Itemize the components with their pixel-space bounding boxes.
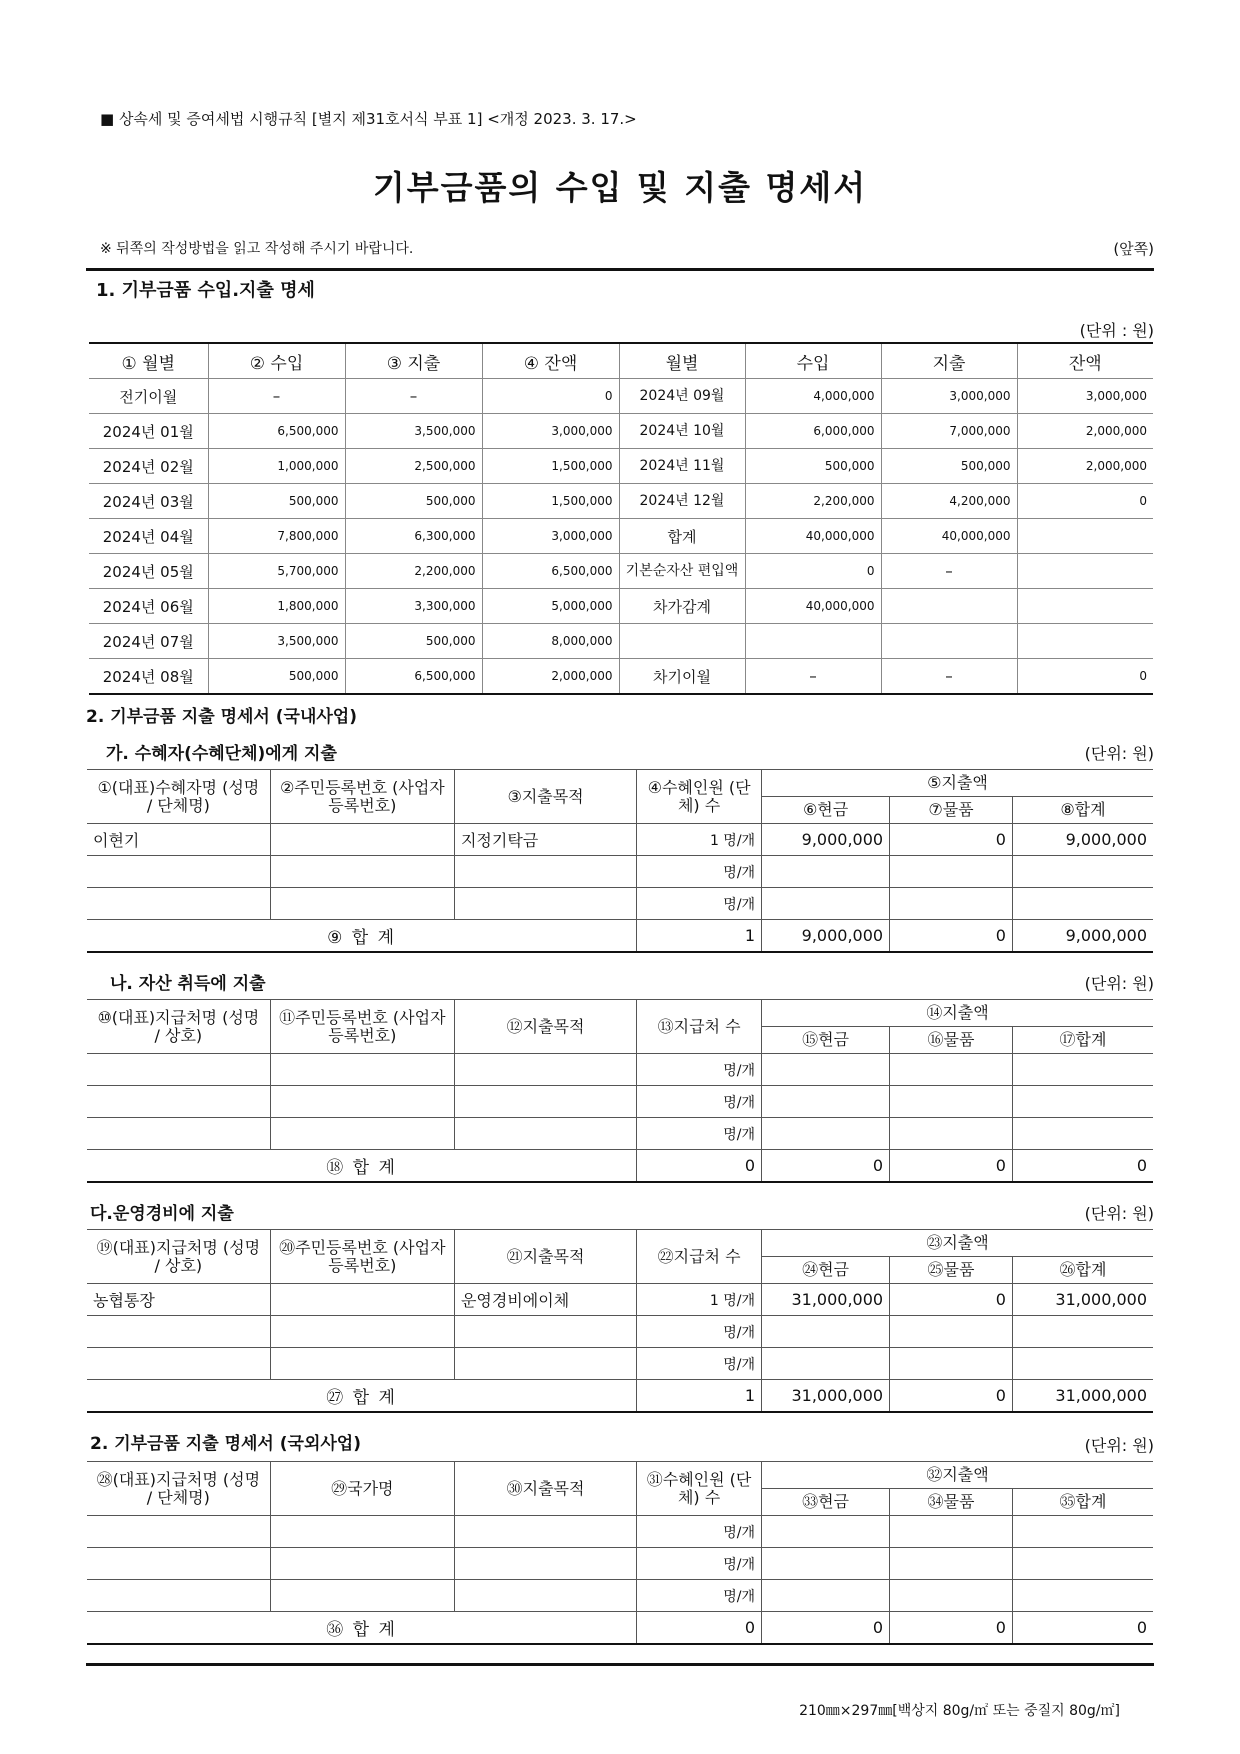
cell: 1 명/개 [637,1284,762,1316]
amount-cell [1017,589,1153,624]
column-header: 수입 [745,343,881,379]
section1-unit: (단위 : 원) [1079,321,1154,340]
column-header: ⑦물품 [890,797,1013,824]
table-header-row [87,1462,1153,1489]
cell [1012,1348,1153,1380]
cell [1012,1086,1153,1118]
column-header: ㉝현금 [762,1489,890,1516]
column-header: 월별 [619,343,745,379]
column-header: ㉞물품 [890,1489,1013,1516]
cell: 31,000,000 [1012,1284,1153,1316]
total-cell: 0 [890,920,1013,953]
amount-cell: 5,000,000 [482,589,619,624]
cell: 이현기 [87,824,270,856]
total-label: ⑱ 합 계 [87,1150,637,1183]
amount-cell: 3,000,000 [482,519,619,554]
cell: 명/개 [637,1118,762,1150]
cell [454,1316,636,1348]
amount-cell [745,624,881,659]
column-header: ㉕물품 [890,1257,1013,1284]
cell [1012,1054,1153,1086]
amount-cell: 3,000,000 [881,379,1017,414]
amount-cell: – [745,659,881,695]
column-header: ㉒지급처 수 [637,1230,762,1284]
cell: 명/개 [637,1548,762,1580]
column-header: ㉟합계 [1012,1489,1153,1516]
cell: 운영경비에이체 [454,1284,636,1316]
column-header: 지출 [881,343,1017,379]
amount-cell: 6,300,000 [345,519,482,554]
amount-cell [1017,519,1153,554]
total-cell: 0 [762,1150,890,1183]
column-header: ㉑지출목적 [454,1230,636,1284]
amount-cell: 1,500,000 [482,484,619,519]
table-row [87,1118,1153,1150]
total-row [87,1380,1153,1413]
table-row [89,484,1153,519]
cell [454,856,636,888]
cell: 9,000,000 [762,824,890,856]
month-cell: 2024년 11월 [619,449,745,484]
amount-cell: 500,000 [745,449,881,484]
total-row [87,920,1153,953]
total-cell: 0 [890,1150,1013,1183]
total-row [87,1150,1153,1183]
recipient-expense-table [87,769,1153,953]
cell [454,1118,636,1150]
column-header: 잔액 [1017,343,1153,379]
section1-heading: 1. 기부금품 수입.지출 명세 [96,280,315,301]
month-cell: 2024년 09월 [619,379,745,414]
total-cell: 1 [637,1380,762,1413]
amount-cell: 0 [1017,659,1153,695]
overseas-expense-table [87,1461,1153,1645]
amount-cell: 2,000,000 [1017,414,1153,449]
column-header: ㉖합계 [1012,1257,1153,1284]
cell [454,1516,636,1548]
cell [87,888,270,920]
column-header: ㉚지출목적 [454,1462,636,1516]
section3-heading: 2. 기부금품 지출 명세서 (국외사업) [90,1434,361,1454]
table-header-row [87,1230,1153,1257]
column-header: ⑥현금 [762,797,890,824]
cell [762,888,890,920]
cell [890,856,1013,888]
column-header: ⑫지출목적 [454,1000,636,1054]
amount-cell: 1,800,000 [208,589,345,624]
total-label: ㊱ 합 계 [87,1612,637,1645]
amount-cell: 3,500,000 [208,624,345,659]
section2a-unit: (단위: 원) [1084,744,1154,763]
column-header: ① 월별 [89,343,208,379]
cell [890,1580,1013,1612]
cell [890,1348,1013,1380]
amount-cell: 500,000 [345,484,482,519]
amount-cell: 0 [745,554,881,589]
cell [1012,856,1153,888]
cell [270,1284,454,1316]
cell [270,1580,454,1612]
cell [454,1054,636,1086]
cell [762,1580,890,1612]
amount-cell: 1,500,000 [482,449,619,484]
table-row [87,1580,1153,1612]
total-cell: 0 [1012,1612,1153,1645]
section2a-heading: 가. 수혜자(수혜단체)에게 지출 [106,744,337,764]
page-title: 기부금품의 수입 및 지출 명세서 [372,168,868,207]
total-cell: 0 [637,1612,762,1645]
amount-cell: 500,000 [881,449,1017,484]
cell [87,1086,270,1118]
total-cell: 9,000,000 [1012,920,1153,953]
asset-expense-table [87,999,1153,1183]
column-header: ④ 잔액 [482,343,619,379]
cell [890,1054,1013,1086]
total-cell: 31,000,000 [1012,1380,1153,1413]
month-cell: 차기이월 [619,659,745,695]
section2b-heading: 나. 자산 취득에 지출 [110,974,266,994]
cell: 명/개 [637,856,762,888]
amount-cell: 3,000,000 [1017,379,1153,414]
cell [762,1548,890,1580]
column-header: ② 수입 [208,343,345,379]
cell [890,1548,1013,1580]
month-cell: 2024년 06월 [89,589,208,624]
table-row [87,1054,1153,1086]
table-row [89,449,1153,484]
section2-heading: 2. 기부금품 지출 명세서 (국내사업) [86,707,357,727]
amount-cell: 6,500,000 [208,414,345,449]
cell [270,1316,454,1348]
month-cell: 전기이월 [89,379,208,414]
total-label: ㉗ 합 계 [87,1380,637,1413]
table-row [87,1284,1153,1316]
cell: 명/개 [637,1348,762,1380]
column-header: ㉙국가명 [270,1462,454,1516]
amount-cell: 0 [1017,484,1153,519]
amount-cell: – [881,659,1017,695]
cell: 명/개 [637,1516,762,1548]
page-side: (앞쪽) [1113,240,1154,258]
cell [890,888,1013,920]
cell [1012,1118,1153,1150]
column-header: ⑪주민등록번호 (사업자등록번호) [270,1000,454,1054]
cell [890,1516,1013,1548]
amount-cell: 500,000 [345,624,482,659]
amount-cell: 2,000,000 [1017,449,1153,484]
month-cell: 합계 [619,519,745,554]
cell [762,1316,890,1348]
column-header: ③지출목적 [454,770,636,824]
amount-cell: – [345,379,482,414]
cell: 9,000,000 [1012,824,1153,856]
section2b-unit: (단위: 원) [1084,974,1154,993]
amount-cell: 2,200,000 [345,554,482,589]
table-header-row [87,1000,1153,1027]
cell: 명/개 [637,1054,762,1086]
table-header-row [87,770,1153,797]
cell [270,856,454,888]
amount-cell: 2,000,000 [482,659,619,695]
cell [87,1580,270,1612]
amount-cell: 40,000,000 [745,519,881,554]
column-header: ④수혜인원 (단체) 수 [637,770,762,824]
amount-cell: 8,000,000 [482,624,619,659]
table-row [89,589,1153,624]
table-row [87,824,1153,856]
amount-cell: 6,000,000 [745,414,881,449]
month-cell: 차가감계 [619,589,745,624]
cell [87,1548,270,1580]
cell: 0 [890,1284,1013,1316]
cell: 31,000,000 [762,1284,890,1316]
cell: 지정기탁금 [454,824,636,856]
form-reference: ■ 상속세 및 증여세법 시행규칙 [별지 제31호서식 부표 1] <개정 2023. 3. 17.> [100,110,637,128]
column-header: ⑮현금 [762,1027,890,1054]
income-expense-table [89,342,1153,695]
column-header: ㉘(대표)지급처명 (성명 / 단체명) [87,1462,270,1516]
cell [87,856,270,888]
cell [87,1118,270,1150]
cell [762,1348,890,1380]
total-cell: 9,000,000 [762,920,890,953]
cell [87,1348,270,1380]
amount-cell: 40,000,000 [881,519,1017,554]
amount-cell: 5,700,000 [208,554,345,589]
column-header: ③ 지출 [345,343,482,379]
cell [762,1054,890,1086]
cell: 명/개 [637,888,762,920]
amount-cell: 3,500,000 [345,414,482,449]
cell [890,1118,1013,1150]
month-cell: 2024년 12월 [619,484,745,519]
column-header: ①(대표)수혜자명 (성명 / 단체명) [87,770,270,824]
month-cell: 2024년 01월 [89,414,208,449]
table-row [87,1348,1153,1380]
amount-cell [1017,624,1153,659]
amount-cell: 2,500,000 [345,449,482,484]
total-cell: 0 [1012,1150,1153,1183]
total-cell: 1 [637,920,762,953]
top-rule [86,268,1154,271]
table-row [87,1316,1153,1348]
amount-cell: – [881,554,1017,589]
column-header: ⑳주민등록번호 (사업자등록번호) [270,1230,454,1284]
instruction-note: ※ 뒤쪽의 작성방법을 읽고 작성해 주시기 바랍니다. [100,241,414,257]
amount-cell: 1,000,000 [208,449,345,484]
month-cell: 2024년 03월 [89,484,208,519]
cell [87,1054,270,1086]
amount-cell: 4,000,000 [745,379,881,414]
section3-unit: (단위: 원) [1084,1436,1154,1455]
cell [454,1548,636,1580]
cell [1012,888,1153,920]
total-cell: 31,000,000 [762,1380,890,1413]
cell [762,1118,890,1150]
cell [454,1580,636,1612]
bottom-rule [86,1663,1154,1666]
amount-cell: 2,200,000 [745,484,881,519]
cell [270,1348,454,1380]
amount-cell: 7,800,000 [208,519,345,554]
operating-expense-table [87,1229,1153,1413]
column-header: ⑬지급처 수 [637,1000,762,1054]
table-row [89,379,1153,414]
amount-cell: 6,500,000 [482,554,619,589]
table-row [87,856,1153,888]
cell [890,1086,1013,1118]
column-header: ㉔현금 [762,1257,890,1284]
month-cell: 2024년 08월 [89,659,208,695]
expense-group-header: ㉜지출액 [762,1462,1153,1489]
month-cell: 2024년 07월 [89,624,208,659]
cell [1012,1316,1153,1348]
column-header: ⑯물품 [890,1027,1013,1054]
column-header: ⑲(대표)지급처명 (성명 / 상호) [87,1230,270,1284]
amount-cell: – [208,379,345,414]
cell [270,1054,454,1086]
amount-cell: 500,000 [208,484,345,519]
cell [270,888,454,920]
column-header: ⑰합계 [1012,1027,1153,1054]
month-cell: 2024년 02월 [89,449,208,484]
cell [87,1516,270,1548]
month-cell: 2024년 10월 [619,414,745,449]
cell: 0 [890,824,1013,856]
amount-cell: 40,000,000 [745,589,881,624]
amount-cell: 500,000 [208,659,345,695]
cell: 명/개 [637,1316,762,1348]
cell [454,1348,636,1380]
total-cell: 0 [890,1612,1013,1645]
table-header-row [89,343,1153,379]
cell: 1 명/개 [637,824,762,856]
cell [762,856,890,888]
cell [270,824,454,856]
cell [454,888,636,920]
cell [270,1118,454,1150]
column-header: ㉛수혜인원 (단체) 수 [637,1462,762,1516]
section2c-heading: 다.운영경비에 지출 [90,1204,234,1224]
table-row [87,1086,1153,1118]
cell [270,1548,454,1580]
cell [270,1086,454,1118]
cell [87,1316,270,1348]
total-row [87,1612,1153,1645]
table-row [89,414,1153,449]
amount-cell [881,589,1017,624]
cell [762,1516,890,1548]
amount-cell: 0 [482,379,619,414]
cell: 명/개 [637,1580,762,1612]
amount-cell [881,624,1017,659]
month-cell: 2024년 05월 [89,554,208,589]
table-row [87,1516,1153,1548]
cell [1012,1516,1153,1548]
table-row [89,554,1153,589]
cell [454,1086,636,1118]
column-header: ②주민등록번호 (사업자등록번호) [270,770,454,824]
amount-cell: 6,500,000 [345,659,482,695]
cell: 명/개 [637,1086,762,1118]
amount-cell: 7,000,000 [881,414,1017,449]
cell [762,1086,890,1118]
cell [270,1516,454,1548]
cell [890,1316,1013,1348]
expense-group-header: ⑤지출액 [762,770,1153,797]
cell: 농협통장 [87,1284,270,1316]
column-header: ⑧합계 [1012,797,1153,824]
cell [1012,1580,1153,1612]
column-header: ⑩(대표)지급처명 (성명 / 상호) [87,1000,270,1054]
total-label: ⑨ 합 계 [87,920,637,953]
section2c-unit: (단위: 원) [1084,1204,1154,1223]
table-row [89,519,1153,554]
table-row [89,624,1153,659]
paper-spec: 210㎜×297㎜[백상지 80g/㎡ 또는 중질지 80g/㎡] [799,1703,1120,1719]
total-cell: 0 [890,1380,1013,1413]
month-cell: 기본순자산 편입액 [619,554,745,589]
amount-cell: 3,300,000 [345,589,482,624]
month-cell: 2024년 04월 [89,519,208,554]
amount-cell: 3,000,000 [482,414,619,449]
month-cell [619,624,745,659]
expense-group-header: ⑭지출액 [762,1000,1153,1027]
cell [1012,1548,1153,1580]
amount-cell [1017,554,1153,589]
amount-cell: 4,200,000 [881,484,1017,519]
total-cell: 0 [637,1150,762,1183]
table-row [87,888,1153,920]
table-row [89,659,1153,695]
total-cell: 0 [762,1612,890,1645]
expense-group-header: ㉓지출액 [762,1230,1153,1257]
table-row [87,1548,1153,1580]
